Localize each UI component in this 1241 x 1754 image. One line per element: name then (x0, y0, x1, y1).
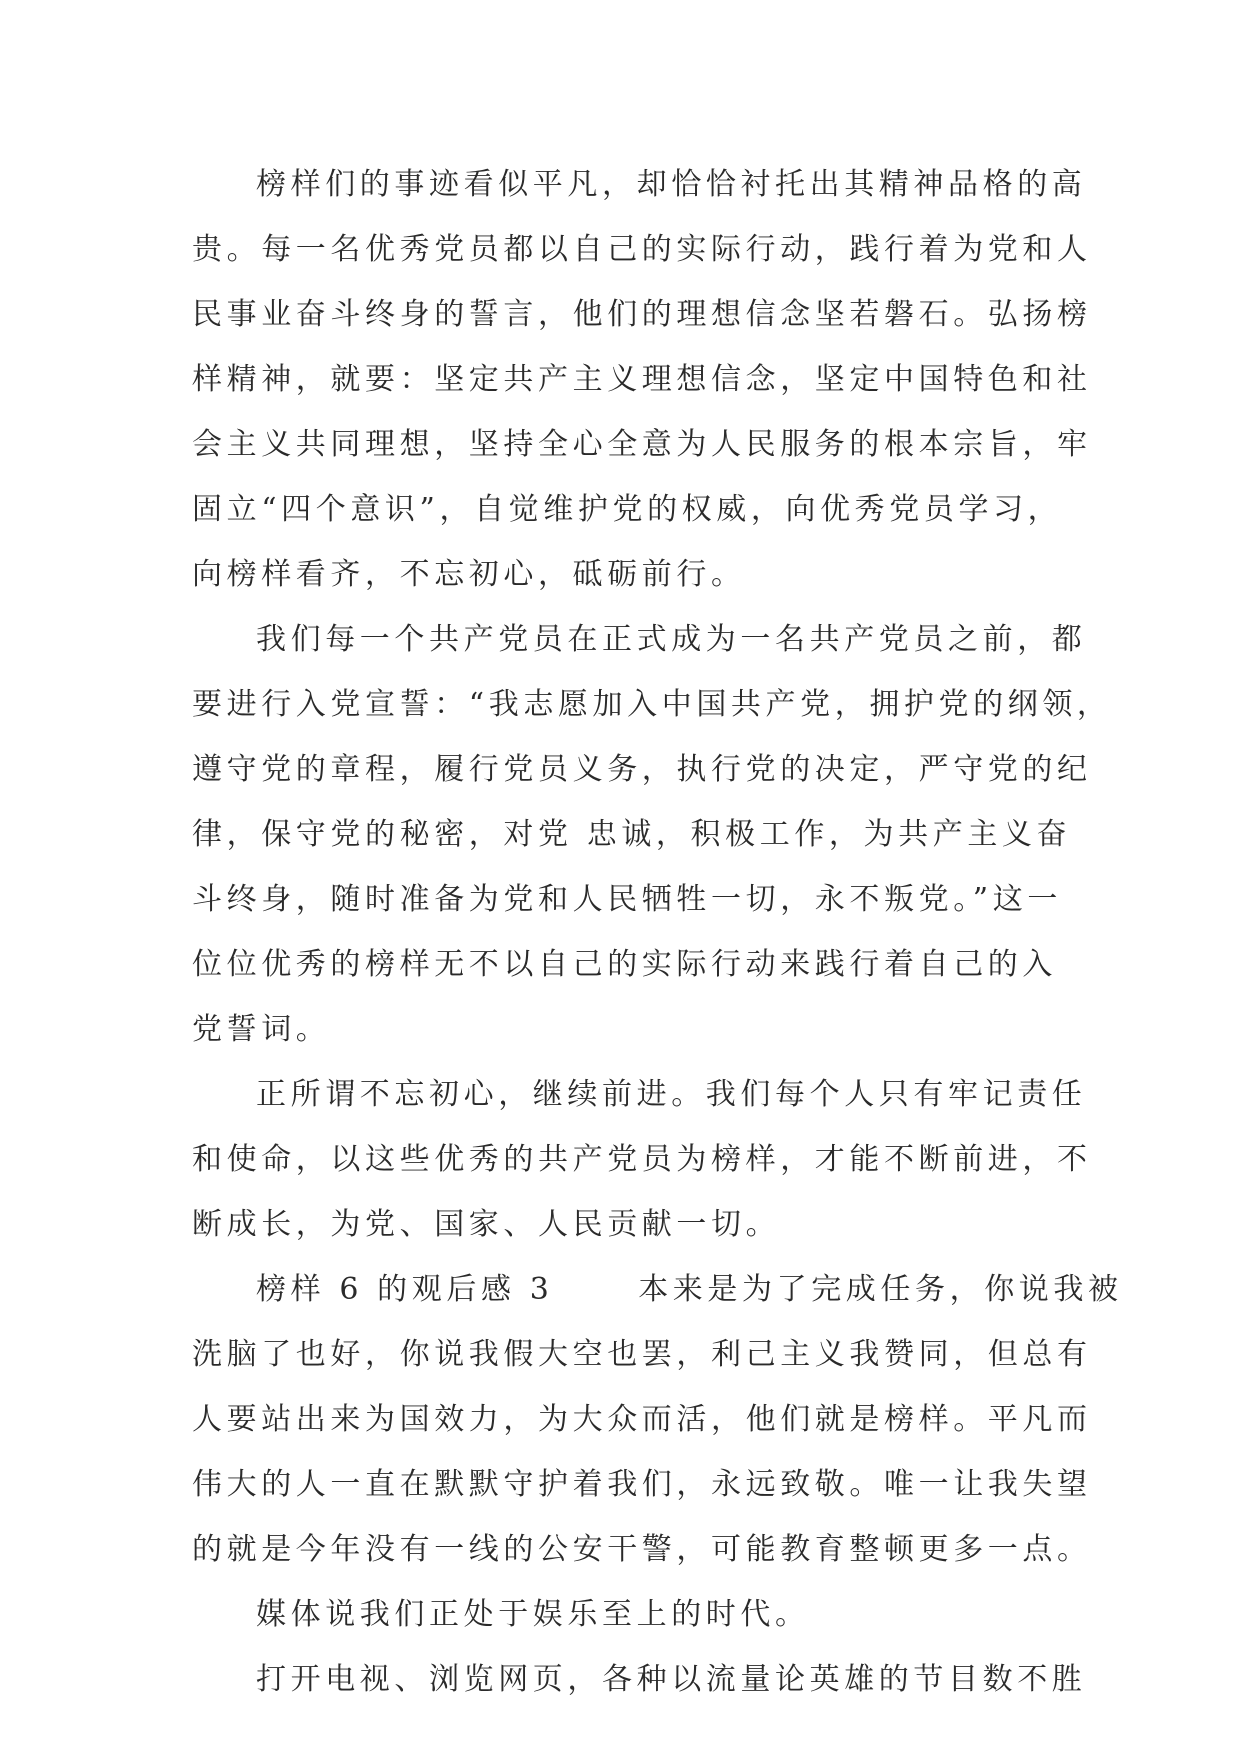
text-line: 会主义共同理想，坚持全心全意为人民服务的根本宗旨，牢 (192, 427, 1092, 462)
text-line: 向榜样看齐，不忘初心，砥砺前行。 (192, 557, 746, 592)
text-line: 样精神，就要：坚定共产主义理想信念，坚定中国特色和社 (192, 362, 1092, 397)
text-line: 榜样 6 的观后感 3 本来是为了完成任务，你说我被 (256, 1272, 1123, 1307)
text-line: 固立“四个意识”，自觉维护党的权威，向优秀党员学习， (192, 492, 1063, 527)
text-line: 榜样们的事迹看似平凡，却恰恰衬托出其精神品格的高 (256, 167, 1087, 202)
text-line: 人要站出来为国效力，为大众而活，他们就是榜样。平凡而 (192, 1402, 1092, 1437)
text-line: 要进行入党宣誓：“我志愿加入中国共产党，拥护党的纲领， (192, 687, 1112, 722)
text-line: 民事业奋斗终身的誓言，他们的理想信念坚若磐石。弘扬榜 (192, 297, 1092, 332)
text-line: 打开电视、浏览网页，各种以流量论英雄的节目数不胜 (256, 1662, 1087, 1697)
text-line: 正所谓不忘初心，继续前进。我们每个人只有牢记责任 (256, 1077, 1087, 1112)
text-line: 我们每一个共产党员在正式成为一名共产党员之前，都 (256, 622, 1087, 657)
text-line: 媒体说我们正处于娱乐至上的时代。 (256, 1597, 810, 1632)
text-line: 贵。每一名优秀党员都以自己的实际行动，践行着为党和人 (192, 232, 1092, 267)
text-line: 洗脑了也好，你说我假大空也罢，利己主义我赞同，但总有 (192, 1337, 1092, 1372)
text-line: 断成长，为党、国家、人民贡献一切。 (192, 1207, 781, 1242)
text-line: 遵守党的章程，履行党员义务，执行党的决定，严守党的纪 (192, 752, 1092, 787)
text-line: 党誓词。 (192, 1012, 331, 1047)
text-line: 律，保守党的秘密，对党 忠诚，积极工作，为共产主义奋 (192, 817, 1072, 852)
text-line: 和使命，以这些优秀的共产党员为榜样，才能不断前进，不 (192, 1142, 1092, 1177)
text-line: 伟大的人一直在默默守护着我们，永远致敬。唯一让我失望 (192, 1467, 1092, 1502)
text-line: 位位优秀的榜样无不以自己的实际行动来践行着自己的入 (192, 947, 1057, 982)
text-line: 的就是今年没有一线的公安干警，可能教育整顿更多一点。 (192, 1532, 1092, 1567)
text-line: 斗终身，随时准备为党和人民牺牲一切，永不叛党。”这一 (192, 882, 1062, 917)
